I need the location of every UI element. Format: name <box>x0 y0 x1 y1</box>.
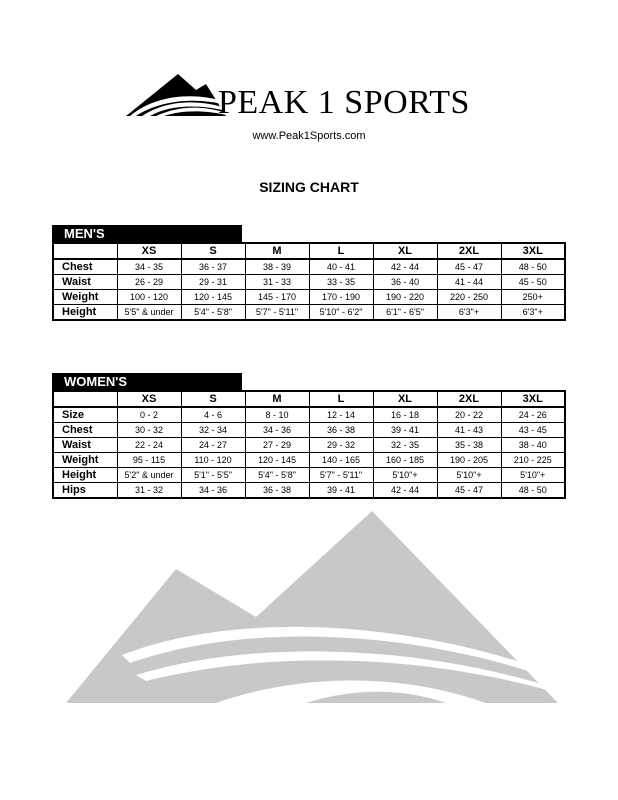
table-cell: 5'4" - 5'8" <box>181 305 245 321</box>
table-cell: 5'10" - 6'2" <box>309 305 373 321</box>
table-cell: 190 - 220 <box>373 290 437 305</box>
row-label: Weight <box>53 453 117 468</box>
table-cell: 6'3"+ <box>437 305 501 321</box>
table-cell: 36 - 38 <box>245 483 309 499</box>
header-cell: XS <box>117 391 181 407</box>
table-cell: 30 - 32 <box>117 423 181 438</box>
table-cell: 5'7" - 5'11" <box>309 468 373 483</box>
row-label: Weight <box>53 290 117 305</box>
womens-size-table <box>52 390 566 499</box>
table-cell: 48 - 50 <box>501 259 565 275</box>
table-cell: 95 - 115 <box>117 453 181 468</box>
table-cell: 170 - 190 <box>309 290 373 305</box>
mens-size-table <box>52 242 566 321</box>
table-cell: 32 - 35 <box>373 438 437 453</box>
table-row <box>53 290 565 305</box>
table-cell: 38 - 39 <box>245 259 309 275</box>
row-label: Waist <box>53 275 117 290</box>
table-cell: 5'5" & under <box>117 305 181 321</box>
table-cell: 145 - 170 <box>245 290 309 305</box>
header-cell: S <box>181 243 245 259</box>
table-row <box>53 259 565 275</box>
table-cell: 34 - 36 <box>245 423 309 438</box>
table-row <box>53 407 565 423</box>
table-cell: 0 - 2 <box>117 407 181 423</box>
table-cell: 34 - 36 <box>181 483 245 499</box>
table-cell: 45 - 47 <box>437 483 501 499</box>
mens-label: MEN'S <box>52 225 242 242</box>
table-row <box>53 305 565 321</box>
table-row <box>53 438 565 453</box>
header-cell: L <box>309 243 373 259</box>
row-label: Height <box>53 305 117 321</box>
table-cell: 210 - 225 <box>501 453 565 468</box>
table-cell: 38 - 40 <box>501 438 565 453</box>
table-cell: 8 - 10 <box>245 407 309 423</box>
table-cell: 41 - 43 <box>437 423 501 438</box>
header-cell: 3XL <box>501 391 565 407</box>
header-cell: M <box>245 243 309 259</box>
table-cell: 24 - 27 <box>181 438 245 453</box>
table-row <box>53 468 565 483</box>
table-cell: 100 - 120 <box>117 290 181 305</box>
header-cell: S <box>181 391 245 407</box>
table-cell: 20 - 22 <box>437 407 501 423</box>
table-cell: 39 - 41 <box>309 483 373 499</box>
table-cell: 35 - 38 <box>437 438 501 453</box>
row-label: Chest <box>53 259 117 275</box>
table-cell: 33 - 35 <box>309 275 373 290</box>
table-cell: 29 - 31 <box>181 275 245 290</box>
table-cell: 5'10"+ <box>501 468 565 483</box>
table-cell: 29 - 32 <box>309 438 373 453</box>
table-cell: 6'3"+ <box>501 305 565 321</box>
table-cell: 220 - 250 <box>437 290 501 305</box>
table-cell: 120 - 145 <box>181 290 245 305</box>
table-row <box>53 453 565 468</box>
table-cell: 31 - 33 <box>245 275 309 290</box>
table-cell: 6'1" - 6'5" <box>373 305 437 321</box>
table-cell: 36 - 37 <box>181 259 245 275</box>
table-cell: 140 - 165 <box>309 453 373 468</box>
row-label: Chest <box>53 423 117 438</box>
table-cell: 43 - 45 <box>501 423 565 438</box>
header-cell: XL <box>373 391 437 407</box>
table-cell: 190 - 205 <box>437 453 501 468</box>
row-label: Size <box>53 407 117 423</box>
table-cell: 160 - 185 <box>373 453 437 468</box>
table-cell: 34 - 35 <box>117 259 181 275</box>
header-cell <box>53 391 117 407</box>
table-cell: 45 - 47 <box>437 259 501 275</box>
table-cell: 5'1" - 5'5" <box>181 468 245 483</box>
table-cell: 41 - 44 <box>437 275 501 290</box>
table-cell: 4 - 6 <box>181 407 245 423</box>
table-cell: 120 - 145 <box>245 453 309 468</box>
header-cell: 2XL <box>437 391 501 407</box>
brand-logo <box>126 72 496 122</box>
table-row <box>53 423 565 438</box>
row-label: Height <box>53 468 117 483</box>
mountain-swoosh-watermark-icon <box>66 507 558 712</box>
mountain-swoosh-icon <box>126 72 226 122</box>
table-row <box>53 483 565 499</box>
mens-section <box>52 225 566 321</box>
table-cell: 42 - 44 <box>373 259 437 275</box>
header-cell: M <box>245 391 309 407</box>
table-header-row <box>53 391 565 407</box>
page-title: SIZING CHART <box>259 179 359 195</box>
table-cell: 26 - 29 <box>117 275 181 290</box>
header-cell <box>53 243 117 259</box>
table-cell: 5'10"+ <box>437 468 501 483</box>
table-cell: 12 - 14 <box>309 407 373 423</box>
table-cell: 45 - 50 <box>501 275 565 290</box>
table-cell: 40 - 41 <box>309 259 373 275</box>
table-cell: 5'10"+ <box>373 468 437 483</box>
table-cell: 36 - 38 <box>309 423 373 438</box>
header-cell: XS <box>117 243 181 259</box>
header-cell: L <box>309 391 373 407</box>
table-cell: 48 - 50 <box>501 483 565 499</box>
table-cell: 32 - 34 <box>181 423 245 438</box>
table-cell: 39 - 41 <box>373 423 437 438</box>
table-cell: 110 - 120 <box>181 453 245 468</box>
table-cell: 22 - 24 <box>117 438 181 453</box>
table-row <box>53 275 565 290</box>
table-cell: 5'4" - 5'8" <box>245 468 309 483</box>
brand-name: PEAK 1 SPORTS <box>218 84 470 121</box>
table-cell: 5'2" & under <box>117 468 181 483</box>
row-label: Waist <box>53 438 117 453</box>
table-cell: 16 - 18 <box>373 407 437 423</box>
header-cell: 2XL <box>437 243 501 259</box>
header-cell: 3XL <box>501 243 565 259</box>
table-cell: 42 - 44 <box>373 483 437 499</box>
table-cell: 5'7" - 5'11" <box>245 305 309 321</box>
website-link[interactable]: www.Peak1Sports.com <box>252 130 366 142</box>
table-header-row <box>53 243 565 259</box>
table-cell: 27 - 29 <box>245 438 309 453</box>
table-cell: 24 - 26 <box>501 407 565 423</box>
table-cell: 250+ <box>501 290 565 305</box>
table-cell: 31 - 32 <box>117 483 181 499</box>
table-cell: 36 - 40 <box>373 275 437 290</box>
row-label: Hips <box>53 483 117 499</box>
womens-label: WOMEN'S <box>52 373 242 390</box>
womens-section <box>52 373 566 499</box>
header-cell: XL <box>373 243 437 259</box>
